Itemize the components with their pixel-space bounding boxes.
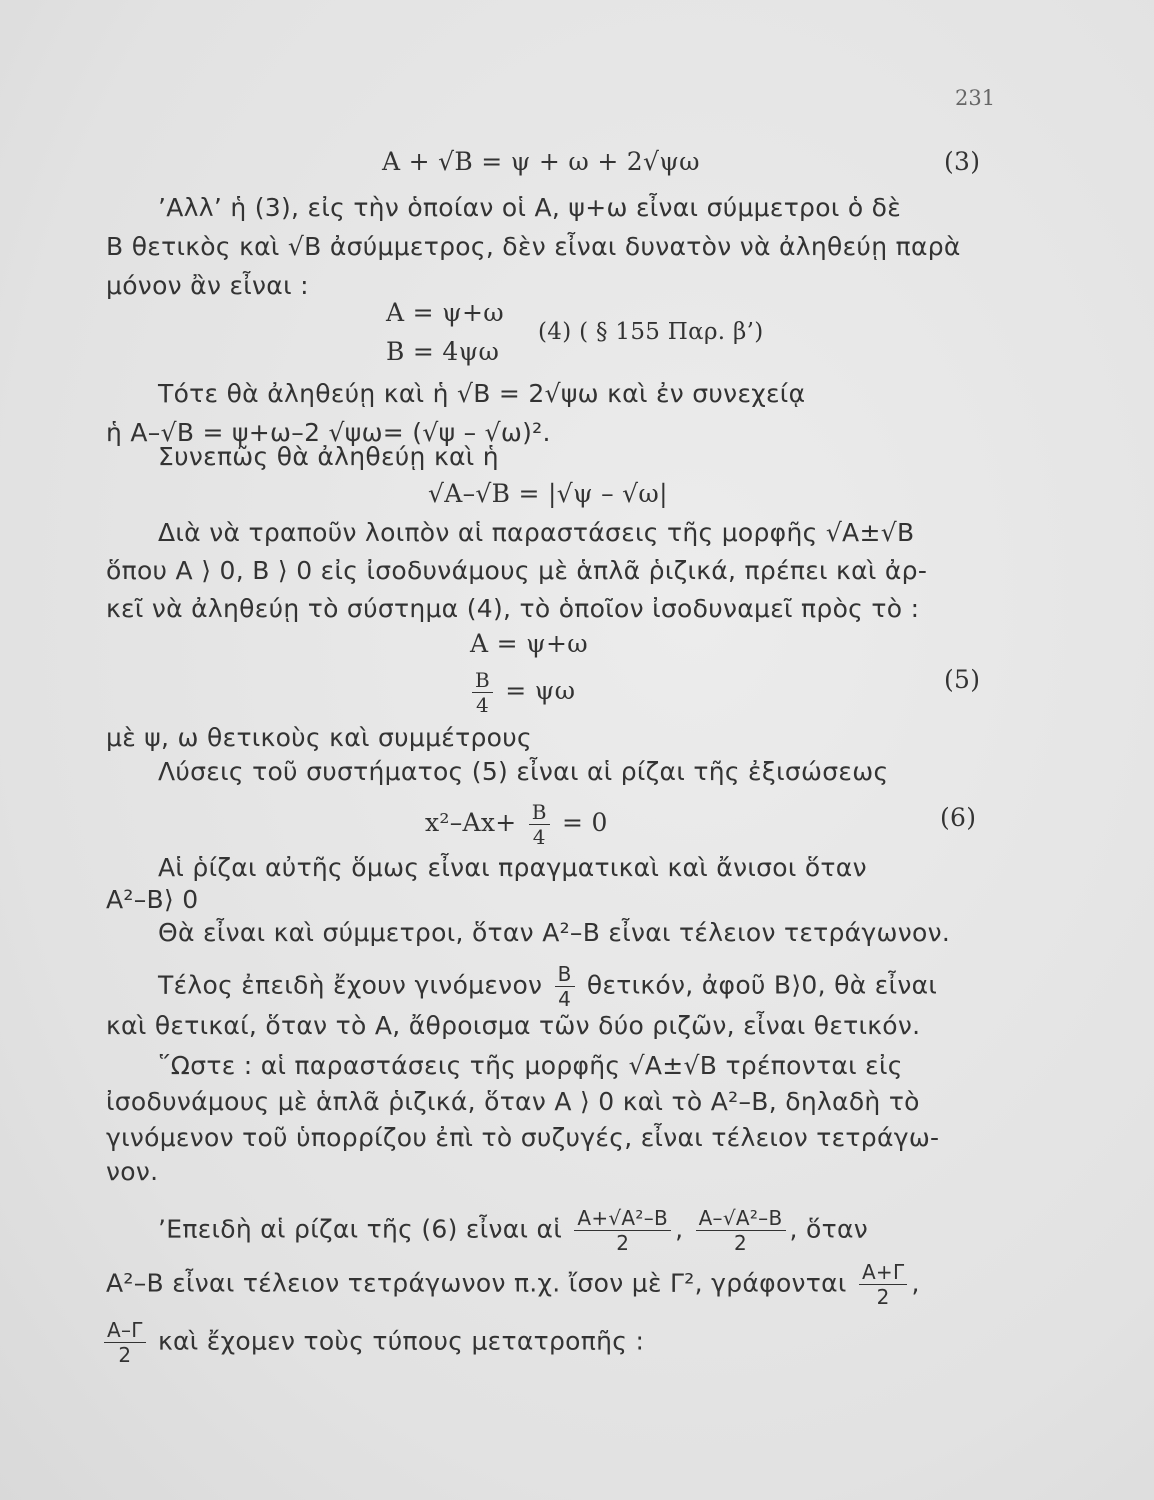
text-line: μόνον ἂν εἶναι : (106, 271, 309, 300)
fraction: $\frac{A-\Gamma}{2}$ (104, 1318, 146, 1367)
text-line: Τότε θὰ ἀληθεύῃ καὶ ἡ √Β = 2√ψω καὶ ἐν συνεχείᾳ (158, 379, 806, 408)
text-line: καὶ θετικαί, ὅταν τὸ Α, ἄθροισμα τῶν δύο ριζῶν, εἶναι θετικόν. (106, 1011, 921, 1040)
fraction: $\frac{B}{4}$ (555, 962, 575, 1011)
abs-equation: √Α–√Β = |√ψ – √ω| (428, 479, 668, 508)
text-line: Λύσεις τοῦ συστήματος (5) εἶναι αἱ ρίζαι τῆς ἐξισώσεως (158, 757, 889, 786)
text-line: Τέλος ἐπειδὴ ἔχουν γινόμενον $\frac{B}{4}$ θετικόν, ἀφοῦ Β⟩0, θὰ εἶναι (158, 962, 938, 1011)
fraction: $\frac{B}{4}$ (472, 668, 493, 717)
text-line: ἡ Α–√Β = ψ+ω–2 √ψω= (√ψ – √ω)². (106, 418, 551, 447)
text-line: ’Επειδὴ αἱ ρίζαι τῆς (6) εἶναι αἱ $\frac{\text{Α+√Α²–Β}}{2}$ , $\frac{\text{Α–√Α²–Β}}{2}$ , ὅταν (158, 1206, 869, 1255)
system-5-tag: (5) (944, 665, 981, 694)
system-5-line-a: Α = ψ+ω (470, 629, 588, 658)
text-line: Αἱ ῥίζαι αὐτῆς ὅμως εἶναι πραγματικαὶ καὶ ἄνισοι ὅταν (158, 853, 867, 882)
system-5-line-b: $\frac{B}{4}$ = ψω (468, 668, 575, 717)
text-line: ῞Ωστε : αἱ παραστάσεις τῆς μορφῆς √Α±√Β τρέπονται εἰς (158, 1051, 903, 1080)
text-line: Α²–Β εἶναι τέλειον τετράγωνον π.χ. ἴσον μὲ Γ², γράφονται $\frac{A+\Gamma}{2}$ , (106, 1260, 920, 1309)
text-line: γινόμενον τοῦ ὑπορρίζου ἐπὶ τὸ συζυγές, εἶναι τέλειον τετράγω- (106, 1123, 940, 1152)
page-number: 231 (955, 86, 996, 110)
fraction: $\frac{A+\Gamma}{2}$ (859, 1260, 907, 1309)
text-line: νον. (106, 1157, 159, 1186)
text-line: Συνεπῶς θὰ ἀληθεύῃ καὶ ἡ (158, 442, 499, 471)
text-line: μὲ ψ, ω θετικοὺς καὶ συμμέτρους (106, 723, 532, 752)
system-4-line-b: Β = 4ψω (386, 337, 500, 366)
equation-6: x²–Ax+ $\frac{B}{4}$ = 0 (425, 800, 608, 849)
system-4-tag: (4) ( § 155 Παρ. β’) (538, 319, 764, 345)
text-line: ἰσοδυνάμους μὲ ἁπλᾶ ῥιζικά, ὅταν Α ⟩ 0 καὶ τὸ Α²–Β, δηλαδὴ τὸ (106, 1087, 920, 1116)
text-line: $\frac{A-\Gamma}{2}$ καὶ ἔχομεν τοὺς τύπους μετατροπῆς : (100, 1318, 644, 1367)
equation-6-tag: (6) (940, 803, 977, 832)
fraction: $\frac{\text{Α+√Α²–Β}}{2}$ (574, 1206, 671, 1255)
fraction: $\frac{\text{Α–√Α²–Β}}{2}$ (696, 1206, 786, 1255)
text-line: ὅπου Α ⟩ 0, Β ⟩ 0 εἰς ἰσοδυνάμους μὲ ἁπλᾶ ῥιζικά, πρέπει καὶ ἀρ- (106, 556, 928, 585)
text-line: ’Αλλ’ ἡ (3), εἰς τὴν ὁποίαν οἱ Α, ψ+ω εἶναι σύμμετροι ὁ δὲ (158, 193, 902, 222)
equation-3-tag: (3) (944, 147, 981, 176)
system-4-line-a: Α = ψ+ω (386, 298, 504, 327)
text-line: Β θετικὸς καὶ √Β ἀσύμμετρος, δὲν εἶναι δυνατὸν νὰ ἀληθεύῃ παρὰ (106, 232, 961, 261)
text-line: Α²–Β⟩ 0 (106, 885, 199, 914)
fraction: $\frac{B}{4}$ (529, 800, 550, 849)
equation-3: A + √B = ψ + ω + 2√ψω (382, 147, 700, 176)
text-line: Διὰ νὰ τραποῦν λοιπὸν αἱ παραστάσεις τῆς μορφῆς √Α±√Β (158, 518, 915, 547)
text-line: Θὰ εἶναι καὶ σύμμετροι, ὅταν Α²–Β εἶναι τέλειον τετράγωνον. (158, 918, 951, 947)
text-line: κεῖ νὰ ἀληθεύῃ τὸ σύστημα (4), τὸ ὁποῖον ἰσοδυναμεῖ πρὸς τὸ : (106, 594, 920, 623)
